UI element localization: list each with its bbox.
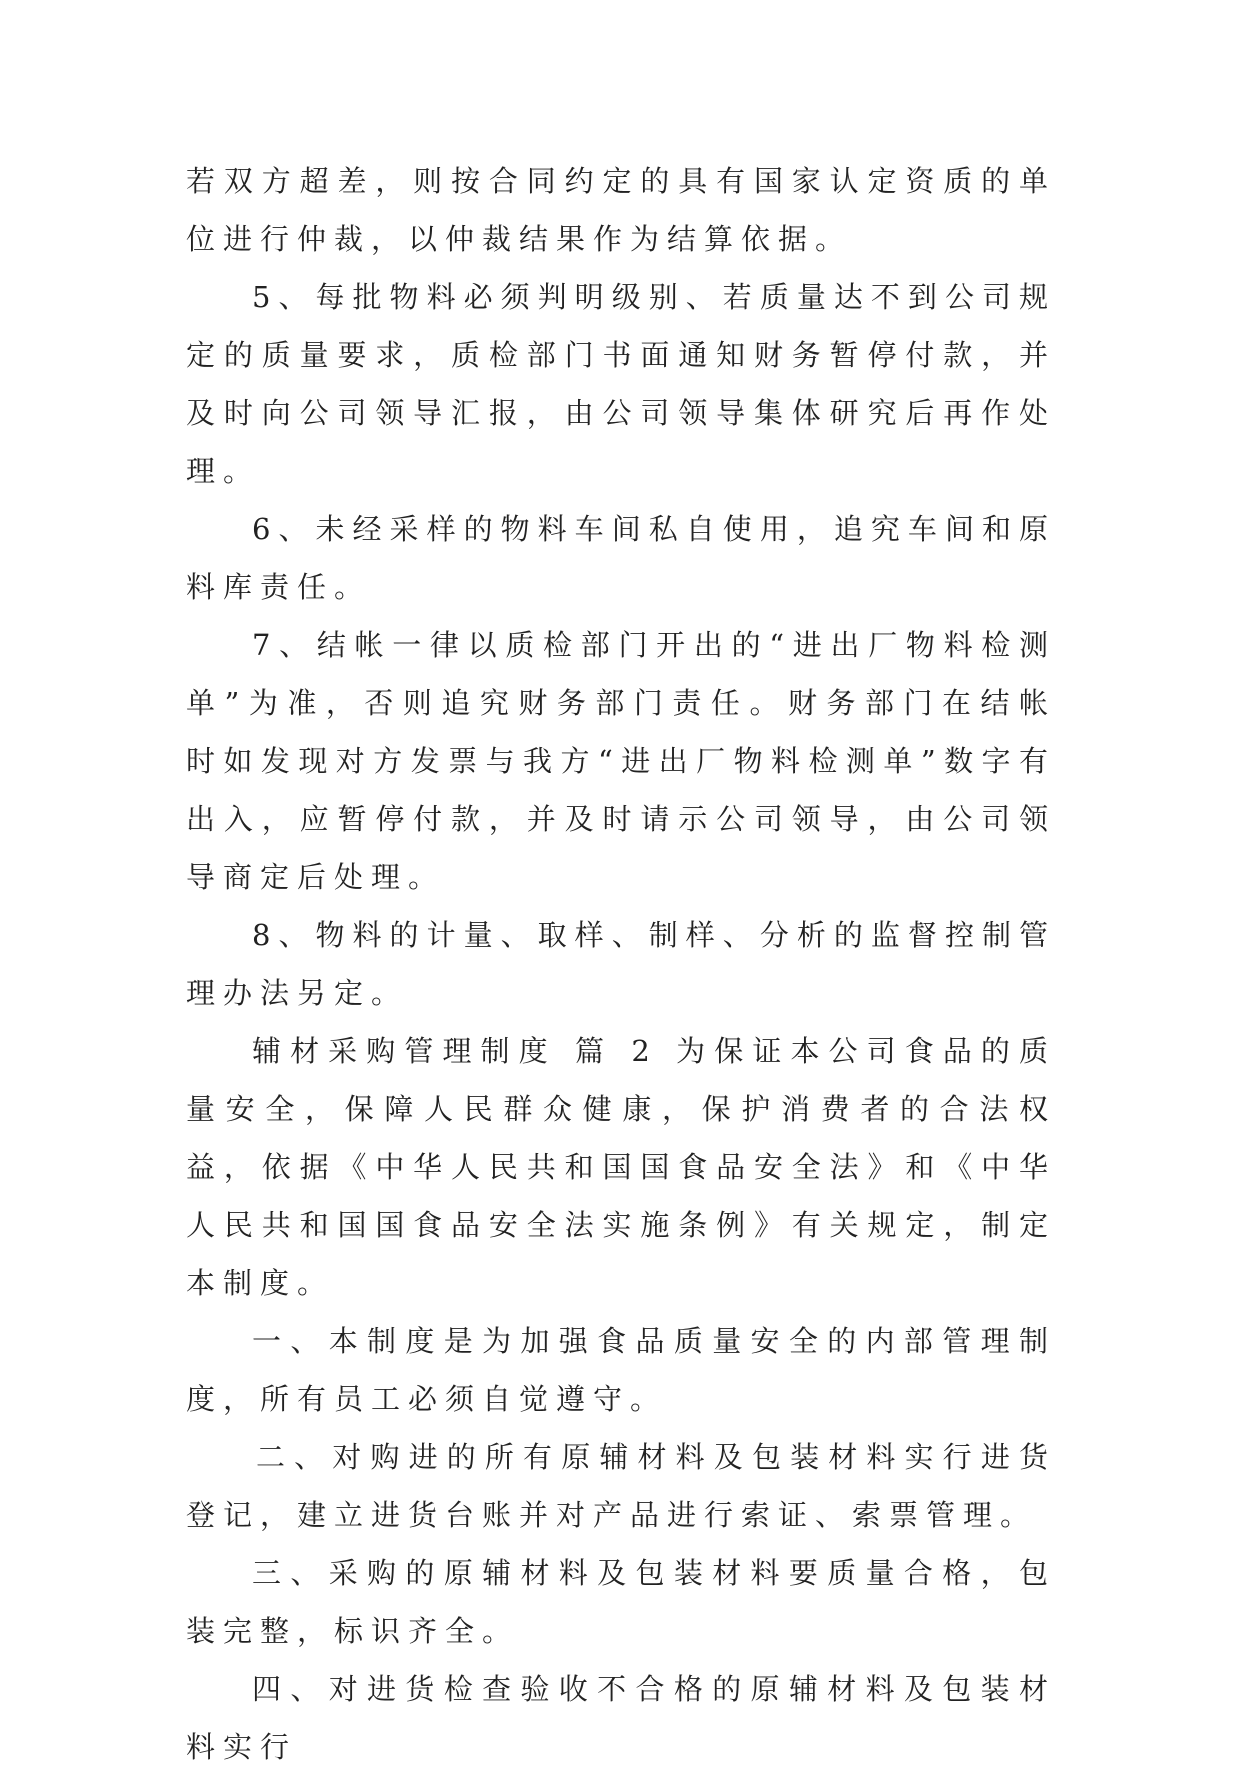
paragraph-clause-3: 三、采购的原辅材料及包装材料要质量合格，包装完整，标识齐全。	[186, 1556, 1056, 1648]
paragraph-section-2-intro: 辅材采购管理制度 篇 2 为保证本公司食品的质量安全，保障人民群众健康，保护消费者的合法权益，依据《中华人民共和国国食品安全法》和《中华人民共和国国食品安全法实施条例》有关规定，制定本制度。	[186, 1034, 1056, 1300]
document-body	[186, 152, 1056, 1776]
paragraph-arbitration: 若双方超差，则按合同约定的具有国家认定资质的单位进行仲裁，以仲裁结果作为结算依据。	[186, 164, 1056, 256]
paragraph-clause-4: 四、对进货检查验收不合格的原辅材料及包装材料实行	[186, 1672, 1056, 1764]
paragraph-item-7: 7、结帐一律以质检部门开出的“进出厂物料检测单”为准，否则追究财务部门责任。财务部门在结帐时如发现对方发票与我方“进出厂物料检测单”数字有出入，应暂停付款，并及时请示公司领导，由公司领导商定后处理。	[186, 628, 1056, 894]
paragraph-item-5: 5、每批物料必须判明级别、若质量达不到公司规定的质量要求，质检部门书面通知财务暂停付款，并及时向公司领导汇报，由公司领导集体研究后再作处理。	[186, 280, 1056, 488]
paragraph-item-6: 6、未经采样的物料车间私自使用，追究车间和原料库责任。	[186, 512, 1056, 604]
paragraph-clause-1: 一、本制度是为加强食品质量安全的内部管理制度，所有员工必须自觉遵守。	[186, 1324, 1056, 1416]
paragraph-item-8: 8、物料的计量、取样、制样、分析的监督控制管理办法另定。	[186, 918, 1056, 1010]
paragraph-clause-2: 二、对购进的所有原辅材料及包装材料实行进货登记，建立进货台账并对产品进行索证、索票管理。	[186, 1440, 1056, 1532]
